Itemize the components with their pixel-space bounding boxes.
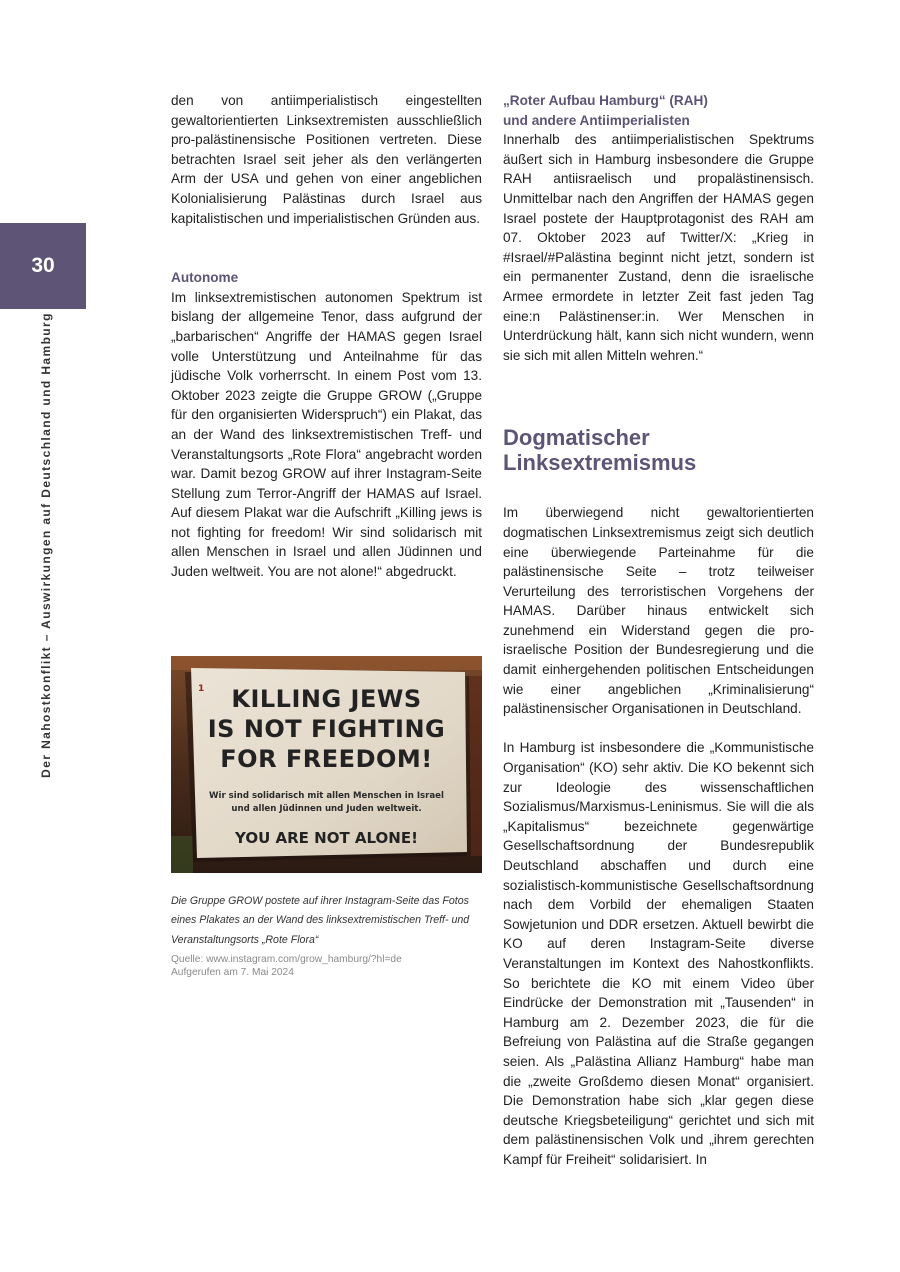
- photo-caption: Die Gruppe GROW postete auf ihrer Instagram-Seite das Fotos eines Plakates an der Wand des linksextremistischen Treff- und Veranstaltungsorts „Rote Flora“: [171, 894, 470, 946]
- left-column: [171, 91, 482, 979]
- poster-line-4: YOU ARE NOT ALONE!: [235, 828, 418, 847]
- dogmatic-paragraph: Im überwiegend nicht gewaltorientierten dogmatischen Linksextremismus zeigt sich deutlich eine überwiegende Parteinahme für die palästinensische Seite – trotz teilweiser Verurteilung des terroristischen Vorgehens der HAMAS. Darüber hinaus entwickelt sich zunehmend ein Widerstand gegen die pro-israelische Position der Bundesregierung und die damit einhergehenden politischen Entscheidungen wie einer angeblichen „Kriminalisierung“ palästinensischer Organisationen in Deutschland.: [503, 505, 814, 717]
- page-number: 30: [31, 254, 55, 277]
- source-date: Aufgerufen am 7. Mai 2024: [171, 966, 294, 978]
- section-heading-line-1: Dogmatischer: [503, 425, 650, 451]
- source-url: Quelle: www.instagram.com/grow_hamburg/?hl=de: [171, 954, 402, 966]
- poster-subline-2: und allen Jüdinnen und Juden weltweit.: [231, 803, 422, 814]
- svg-text:1: 1: [198, 683, 205, 694]
- running-title: Der Nahostkonflikt – Auswirkungen auf Deutschland und Hamburg: [39, 312, 53, 778]
- right-column: [503, 91, 814, 1170]
- poster-line-3: FOR FREEDOM!: [220, 744, 433, 773]
- poster-subline-1: Wir sind solidarisch mit allen Menschen in Israel: [209, 790, 444, 801]
- poster-line-1: KILLING JEWS: [231, 684, 422, 713]
- rah-paragraph: Innerhalb des antiimperialistischen Spektrums äußert sich in Hamburg insbesondere die Gruppe RAH antiisraelisch und propalästinensisch. Unmittelbar nach den Angriffen der HAMAS gegen Israel postete der Hauptprotagonist des RAH am 07. Oktober 2023 auf Twitter/X: „Krieg in #Israel/#Palästina beginnt nicht jetzt, sondern ist ein permanenter Zustand, denn die israelische Armee ermordete in letzter Zeit fast jeden Tag eine:n Palästinenser:in. Wer Menschen in Unterdrückung hält, kann sich nicht wundern, wenn sie sich mit allen Mitteln wehren.“: [503, 132, 814, 363]
- rah-heading-line-1: „Roter Aufbau Hamburg“ (RAH): [503, 93, 708, 108]
- autonome-paragraph: Im linksextremistischen autonomen Spektrum ist bislang der allgemeine Tenor, dass aufgrund der „barbarischen“ Angriffe der HAMAS gegen Israel volle Unterstützung und Anteilnahme für das jüdische Volk vorherrscht. In einem Post vom 13. Oktober 2023 zeigte die Gruppe GROW („Gruppe für den organisierten Widerspruch“) ein Plakat, das an der Wand des linksextremistischen Treff- und Veranstaltungsorts „Rote Flora“ angebracht worden war. Damit bezog GROW auf ihrer Instagram-Seite Stellung zum Terror-Angriff der HAMAS auf Israel. Auf diesem Plakat war die Aufschrift „Killing jews is not fighting for freedom! Wir sind solidarisch mit allen Menschen in Israel und allen Jüdinnen und Juden weltweit. You are not alone!“ abgedruckt.: [171, 289, 482, 580]
- section-heading-line-2: Linksextremismus: [503, 450, 697, 476]
- page-number-tab: [0, 223, 86, 309]
- poster-line-2: IS NOT FIGHTING: [207, 714, 446, 743]
- poster-photo: [171, 656, 482, 873]
- ko-paragraph: In Hamburg ist insbesondere die „Kommunistische Organisation“ (KO) sehr aktiv. Die KO bekennt sich zur Ideologie des wissenschaftlichen Sozialismus/Marxismus-Leninismus. Sie will die als „Kapitalismus“ bezeichnete gegenwärtige Gesellschaftsordnung der Bundesrepublik Deutschland abschaffen und durch eine sozialistisch-kommunistische Gesellschaftsordnung nach dem Vorbild der ehemaligen Staaten Sowjetunion und DDR ersetzen. Aktuell bewirbt die KO auf deren Instagram-Seite diverse Veranstaltungen im Kontext des Nahostkonflikts. So berichtete die KO mit einem Video über Eindrücke der Demonstration mit „Tausenden“ in Hamburg am 2. Dezember 2023, die für die Befreiung von Palästina auf die Straße gegangen seien. Als „Palästina Allianz Hamburg“ habe man die „zweite Großdemo diesen Monat“ organisiert. Die Demonstration habe sich „klar gegen diese deutsche Kriegsbeteiligung“ gerichtet und sich mit dem palästinensischen Volk und „ihrem gerechten Kampf für Freiheit“ solidarisiert. In: [503, 740, 814, 1167]
- autonome-heading: Autonome: [171, 270, 239, 286]
- rah-heading-line-2: und andere Antiimperialisten: [503, 112, 690, 128]
- intro-paragraph: den von antiimperialistisch eingestellten gewaltorientierten Linksextremisten ausschließlich pro-palästinensische Positionen vertreten. Diese betrachten Israel seit jeher als den verlängerten Arm der USA und gehen von einer angeblichen Kolonialisierung Palästinas durch Israel aus kapitalistischen und imperialistischen Gründen aus.: [171, 93, 482, 226]
